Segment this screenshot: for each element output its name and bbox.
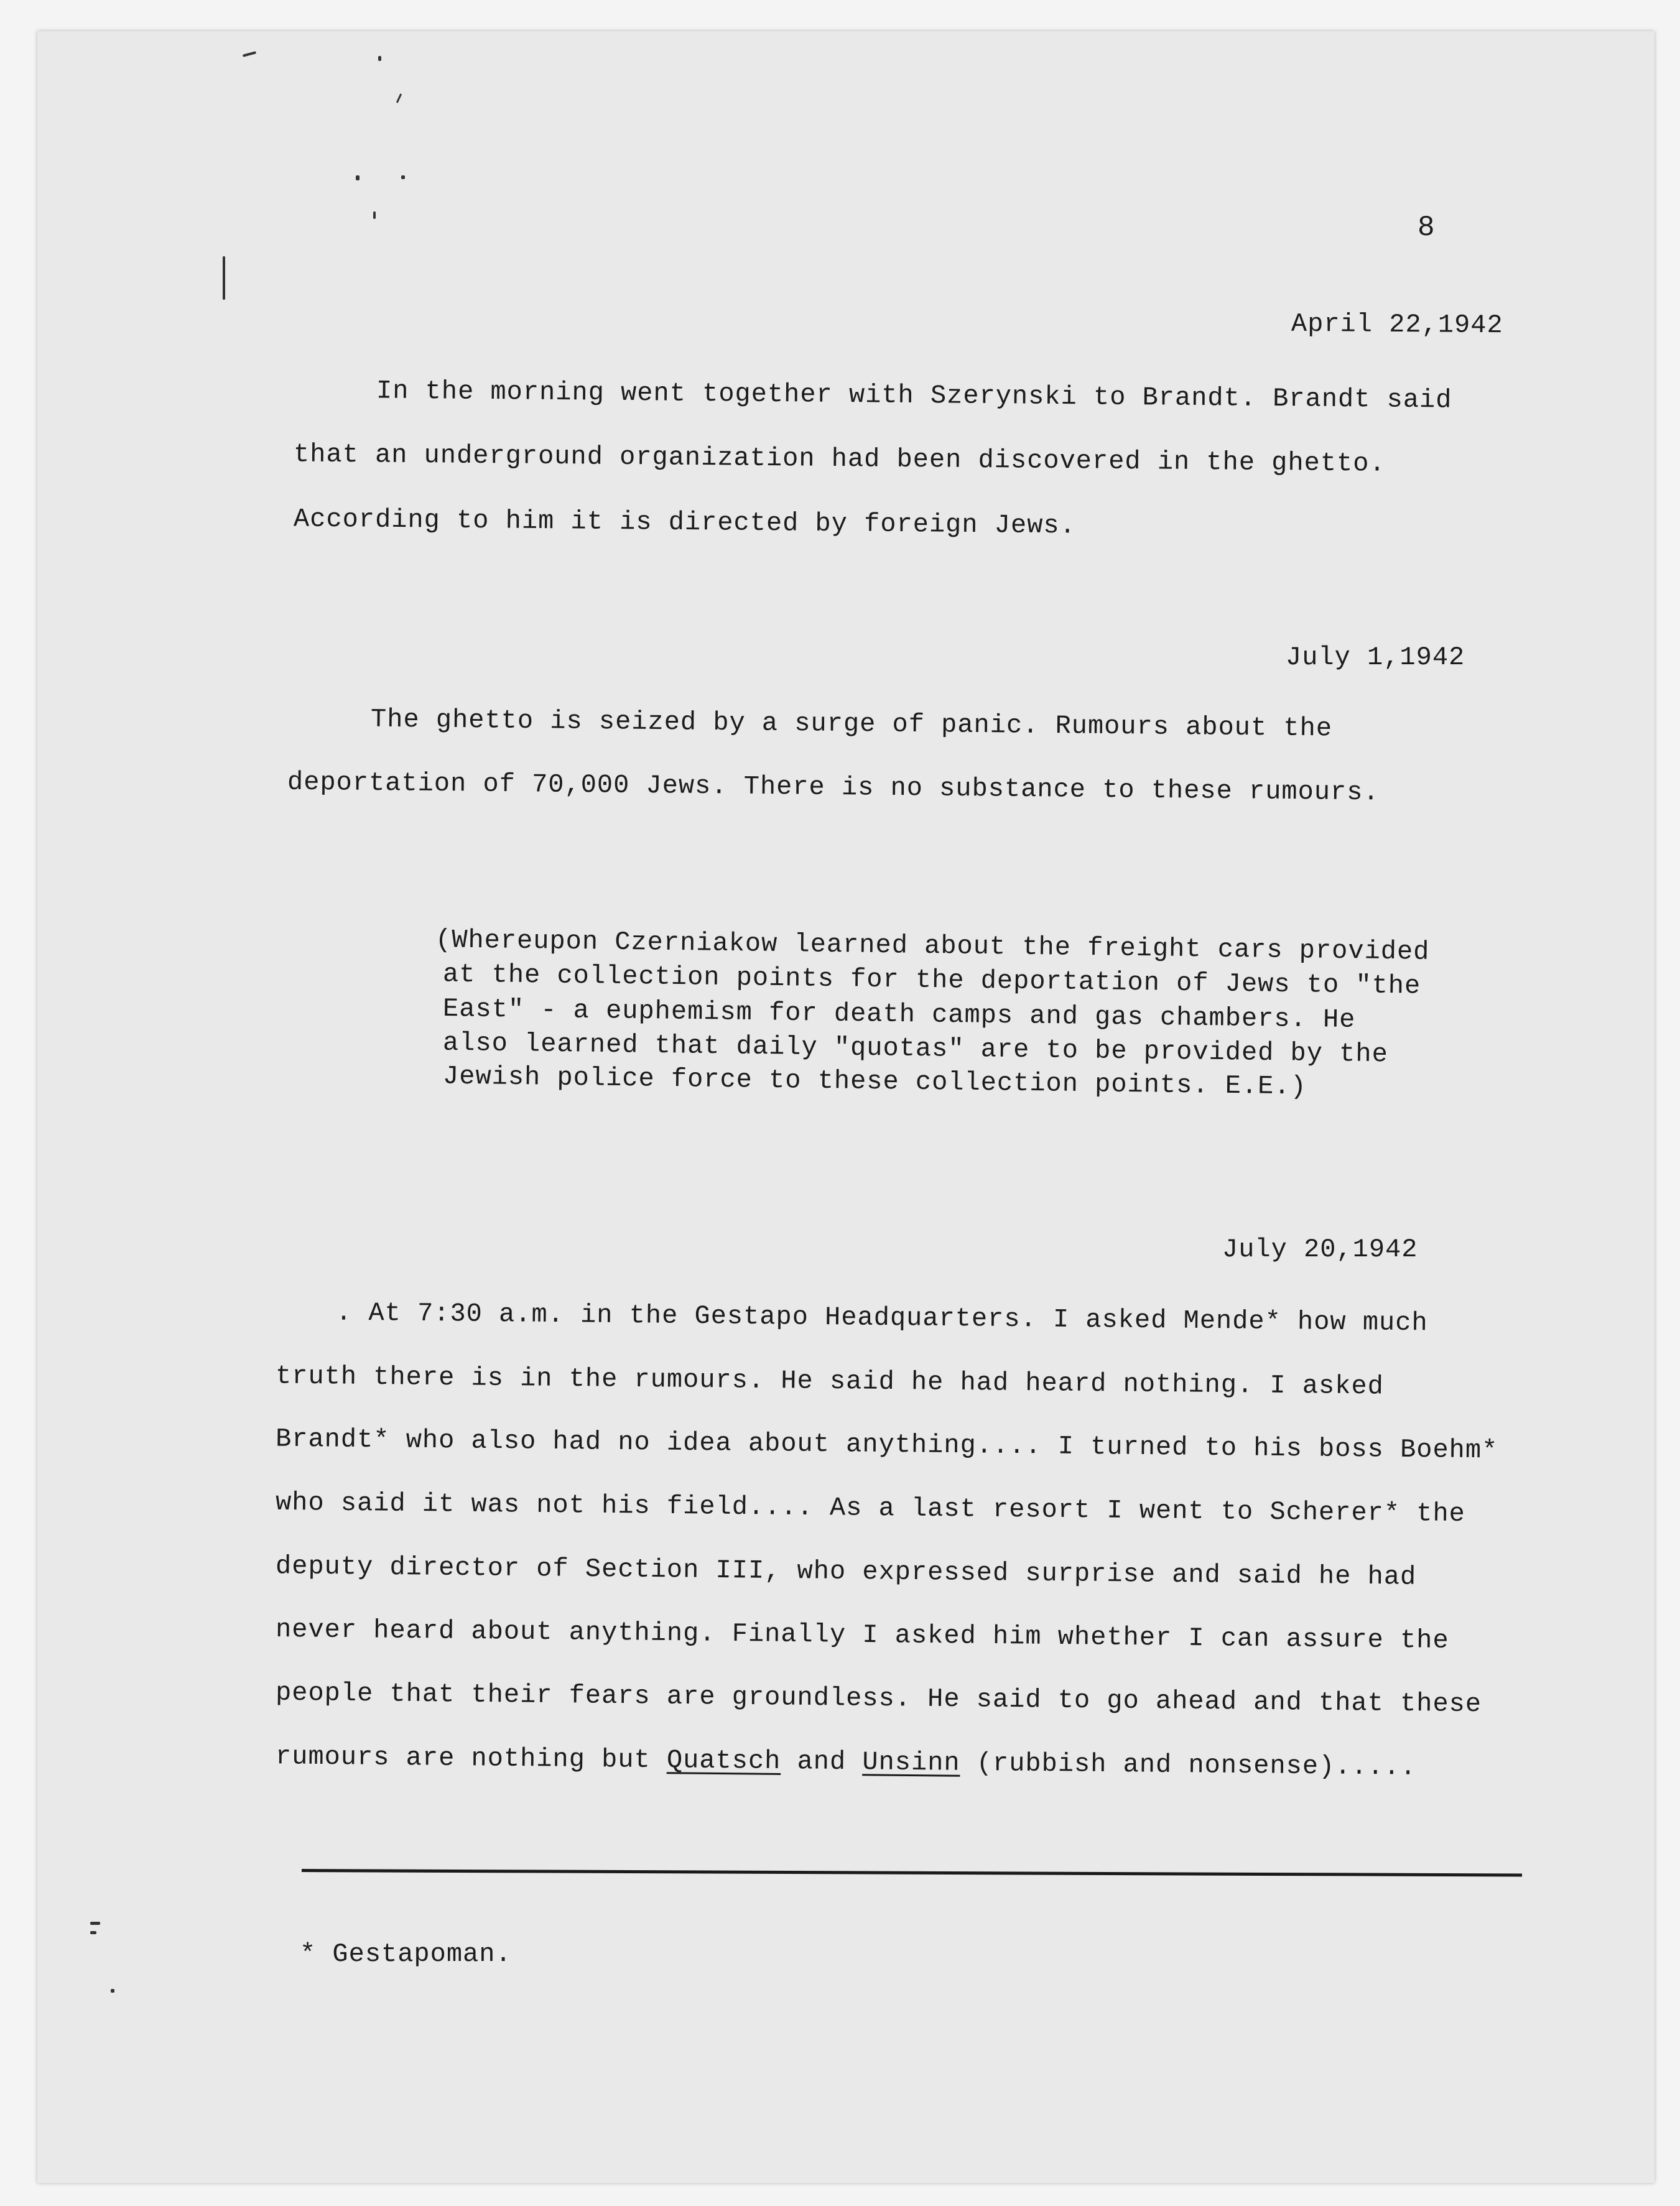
scan-mark: [111, 1989, 114, 1993]
entry-line: that an underground organization had been discovered in the ghetto.: [293, 439, 1386, 479]
scan-mark: [401, 175, 405, 179]
scan-mark: [378, 56, 381, 61]
scan-mark: [356, 175, 360, 180]
entry-line: who said it was not his field.... As a last resort I went to Scherer* the: [275, 1487, 1466, 1529]
footnote: * Gestapoman.: [300, 1939, 512, 1969]
entry-line: truth there is in the rumours. He said he had heard nothing. I asked: [275, 1361, 1385, 1402]
editor-note-line: Jewish police force to these collection points. E.E.): [442, 1061, 1307, 1102]
entry-line-connector: and: [781, 1746, 863, 1777]
footnote-divider: [302, 1869, 1522, 1877]
page-number: 8: [1418, 211, 1436, 244]
entry-last-line: [276, 1741, 1417, 1782]
entry-line: . At 7:30 a.m. in the Gestapo Headquarters. I asked Mende* how much: [335, 1297, 1428, 1338]
underlined-word-quatsch: Quatsch: [666, 1745, 781, 1776]
entry-line: According to him it is directed by foreign Jews.: [293, 504, 1076, 541]
entry-line: The ghetto is seized by a surge of panic. Rumours about the: [370, 704, 1333, 744]
scan-mark: [396, 93, 402, 103]
scan-mark: [90, 1922, 100, 1925]
editor-note-line: at the collection points for the deportation of Jews to "the: [442, 959, 1421, 1001]
entry-date-july-20: July 20,1942: [1222, 1235, 1418, 1264]
entry-line: deputy director of Section III, who expressed surprise and said he had: [275, 1551, 1417, 1592]
entry-line-start: rumours are nothing but: [275, 1741, 667, 1776]
entry-line: deportation of 70,000 Jews. There is no substance to these rumours.: [287, 767, 1380, 808]
scan-mark: [243, 51, 256, 57]
entry-line: people that their fears are groundless. He said to go ahead and that these: [275, 1677, 1482, 1720]
scan-mark: [90, 1931, 96, 1934]
scan-mark: [373, 211, 376, 219]
entry-line: never heard about anything. Finally I asked him whether I can assure the: [275, 1614, 1449, 1656]
editor-note-line: also learned that daily "quotas" are to be provided by the: [442, 1027, 1389, 1070]
entry-line-end: (rubbish and nonsense).....: [960, 1748, 1417, 1782]
editor-note-line: East" - a euphemism for death camps and gas chambers. He: [442, 994, 1356, 1035]
underlined-word-unsinn: Unsinn: [862, 1747, 960, 1778]
entry-line: Brandt* who also had no idea about anything.... I turned to his boss Boehm*: [275, 1424, 1498, 1466]
entry-date-april-22: April 22,1942: [1291, 308, 1503, 341]
editor-note-line: (Whereupon Czerniakow learned about the freight cars provided: [435, 925, 1430, 967]
document-page: [37, 31, 1654, 2183]
entry-line: In the morning went together with Szerynski to Brandt. Brandt said: [376, 376, 1452, 415]
entry-date-july-1: July 1,1942: [1286, 642, 1465, 672]
scan-mark: [223, 256, 225, 300]
